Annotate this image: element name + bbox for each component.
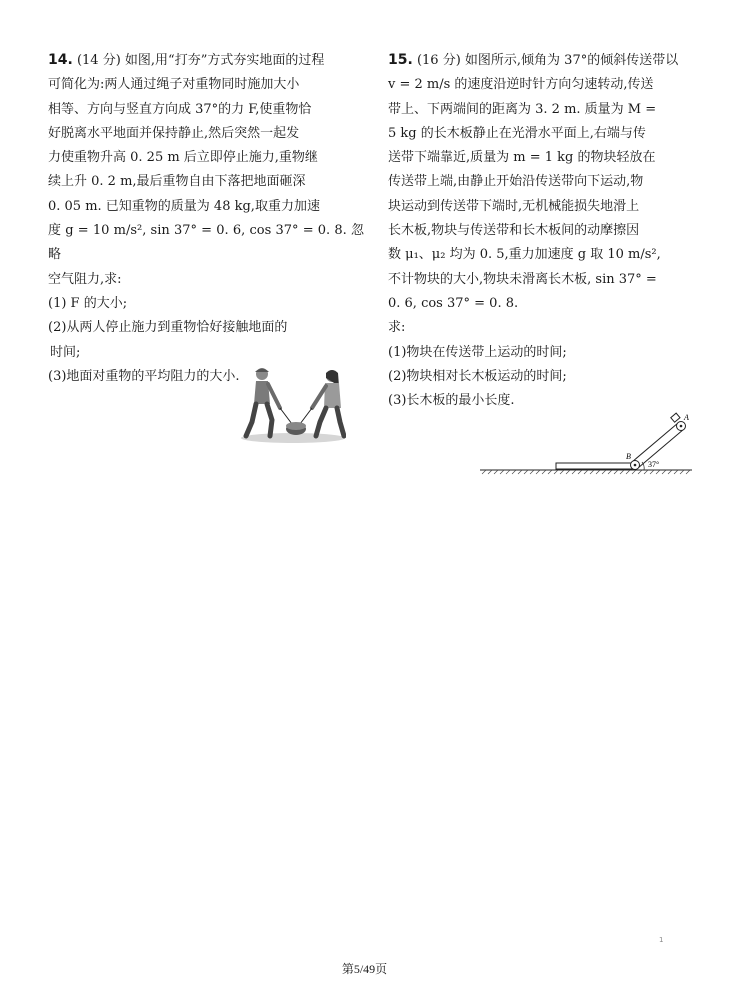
problem-14-number: 14.: [48, 52, 73, 68]
problem-14-line: 0. 05 m. 已知重物的质量为 48 kg,取重力加速: [48, 198, 320, 214]
conveyor-belt-diagram: [478, 410, 694, 476]
problem-15-line: 送带下端靠近,质量为 m = 1 kg 的物块轻放在: [388, 150, 656, 166]
problem-15-text: 如图所示,倾角为 37°的倾斜传送带以: [464, 53, 679, 68]
label-a: A: [684, 413, 689, 422]
problem-14-line: 相等、方向与竖直方向成 37°的力 F,使重物恰: [48, 101, 312, 117]
block: [671, 413, 680, 422]
problem-15-line: 传送带上端,由静止开始沿传送带向下运动,物: [388, 174, 644, 190]
problem-14-question-3: (3)地面对重物的平均阻力的大小.: [48, 368, 240, 384]
tamping-illustration: [240, 364, 346, 444]
label-b: B: [626, 452, 631, 461]
problem-14-line-1: [48, 48, 364, 73]
problem-14-points: (14 分): [76, 53, 121, 68]
problem-15-question-3: (3)长木板的最小长度.: [388, 393, 515, 409]
problem-14-line: 空气阻力,求:: [48, 271, 122, 287]
problem-15: [388, 48, 704, 413]
problem-15-ask: 求:: [388, 320, 406, 336]
problem-14-line: 好脱离水平地面并保持静止,然后突然一起发: [48, 125, 300, 141]
problem-14-line: 度 g = 10 m/s², sin 37° = 0. 6, cos 37° = 0. 8. 忽略: [48, 223, 364, 263]
angle-label: 37°: [648, 460, 660, 469]
problem-15-question-1: (1)物块在传送带上运动的时间;: [388, 344, 567, 360]
problem-15-line: 不计物块的大小,物块未滑离长木板, sin 37° =: [388, 271, 657, 287]
problem-14-question-1: (1) F 的大小;: [48, 295, 128, 311]
problem-15-line: 长木板,物块与传送带和长木板间的动摩擦因: [388, 223, 640, 239]
problem-15-line: 带上、下两端间的距离为 3. 2 m. 质量为 M =: [388, 101, 657, 117]
problem-15-line: 块运动到传送带下端时,无机械能损失地滑上: [388, 198, 640, 214]
page-number: 第5/49页: [341, 962, 388, 976]
problem-14-question-2: (2)从两人停止施力到重物恰好接触地面的: [48, 320, 288, 336]
corner-mark: 1: [659, 936, 664, 944]
problem-15-line: v = 2 m/s 的速度沿逆时针方向匀速转动,传送: [388, 77, 654, 93]
problem-15-line: 数 μ₁、μ₂ 均为 0. 5,重力加速度 g 取 10 m/s²,: [388, 247, 661, 263]
problem-15-line-1: [388, 48, 704, 73]
long-board: [556, 463, 632, 469]
problem-14-question-2-cont: 时间;: [50, 344, 81, 360]
problem-14: [48, 48, 364, 389]
problem-14-line: 续上升 0. 2 m,最后重物自由下落把地面砸深: [48, 174, 306, 190]
problem-15-line: 0. 6, cos 37° = 0. 8.: [388, 295, 519, 311]
ground-hatching: [482, 470, 690, 474]
problem-14-line: 力使重物升高 0. 25 m 后立即停止施力,重物继: [48, 150, 318, 166]
problem-15-points: (16 分): [416, 53, 461, 68]
problem-15-number: 15.: [388, 52, 413, 68]
problem-14-line: 可简化为:两人通过绳子对重物同时施加大小: [48, 77, 300, 93]
problem-14-text: 如图,用“打夯”方式夯实地面的过程: [124, 53, 325, 68]
problem-15-line: 5 kg 的长木板静止在光滑水平面上,右端与传: [388, 125, 646, 141]
problem-15-question-2: (2)物块相对长木板运动的时间;: [388, 368, 567, 384]
